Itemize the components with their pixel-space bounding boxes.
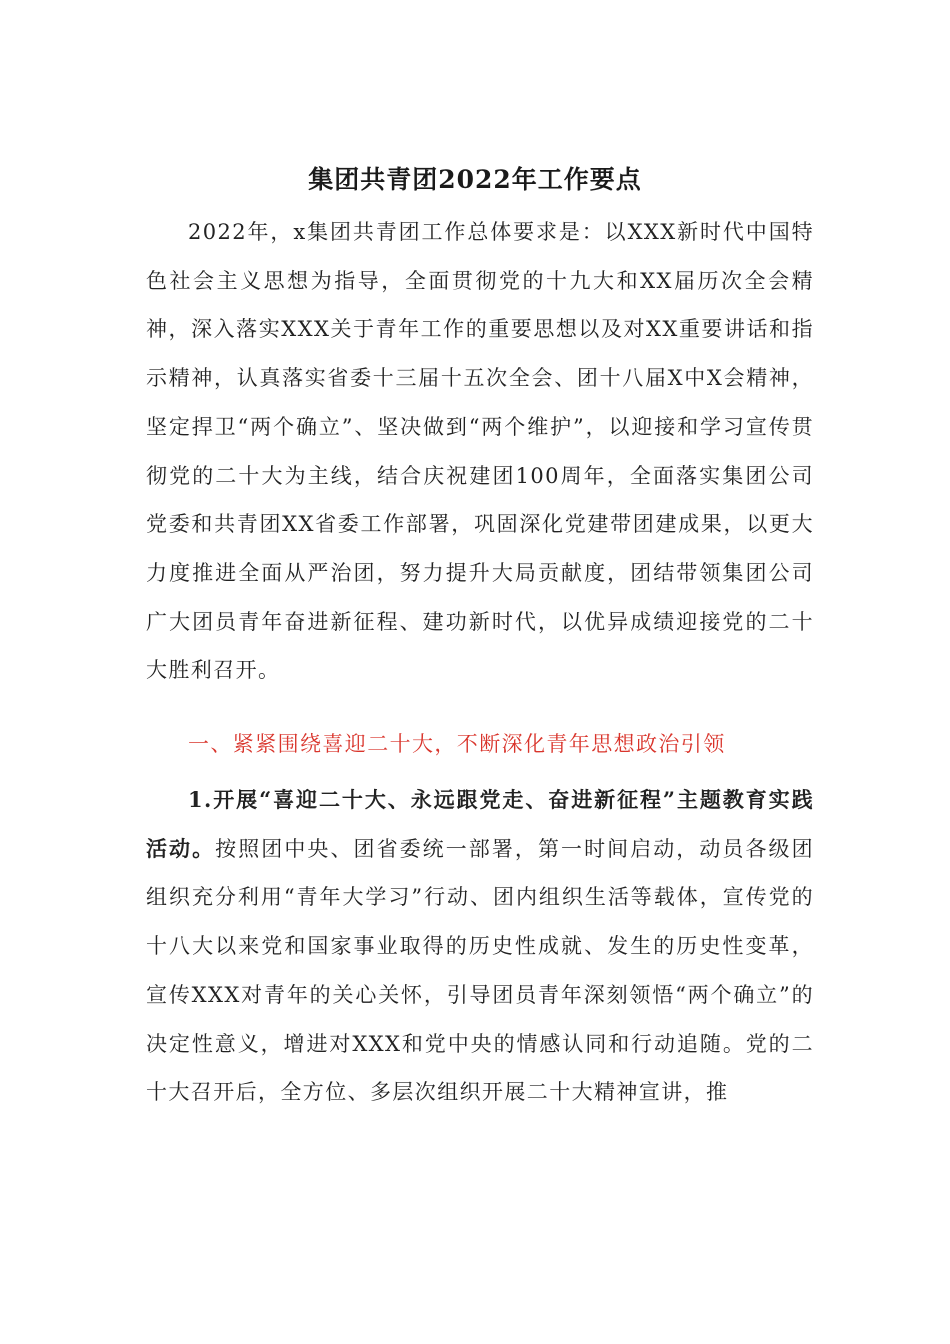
item-paragraph-1 <box>146 776 814 1117</box>
item-title-1: 1.开展“喜迎二十大、永远跟党走、奋进新征程”主题教育实践活动。 <box>146 787 814 861</box>
document-title: 集团共青团2022年工作要点 <box>308 165 642 194</box>
section-heading-1: 一、紧紧围绕喜迎二十大，不断深化青年思想政治引领 <box>188 732 726 756</box>
item-body-1: 按照团中央、团省委统一部署，第一时间启动，动员各级团组织充分利用“青年大学习”行动、团内组织生活等载体，宣传党的十八大以来党和国家事业取得的历史性成就、发生的历史性变革，宣传XXX对青年的关心关怀，引导团员青年深刻领悟“两个确立”的决定性意义，增进对XXX和党中央的情感认同和行动追随。党的二十大召开后，全方位、多层次组织开展二十大精神宣讲，推 <box>146 836 814 1105</box>
intro-paragraph: 2022年，x集团共青团工作总体要求是：以XXX新时代中国特色社会主义思想为指导，全面贯彻党的十九大和XX届历次全会精神，深入落实XXX关于青年工作的重要思想以及对XX重要讲话和指示精神，认真落实省委十三届十五次全会、团十八届X中X会精神，坚定捍卫“两个确立”、坚决做到“两个维护”，以迎接和学习宣传贯彻党的二十大为主线，结合庆祝建团100周年，全面落实集团公司党委和共青团XX省委工作部署，巩固深化党建带团建成果，以更大力度推进全面从严治团，努力提升大局贡献度，团结带领集团公司广大团员青年奋进新征程、建功新时代，以优异成绩迎接党的二十大胜利召开。 <box>146 220 814 683</box>
